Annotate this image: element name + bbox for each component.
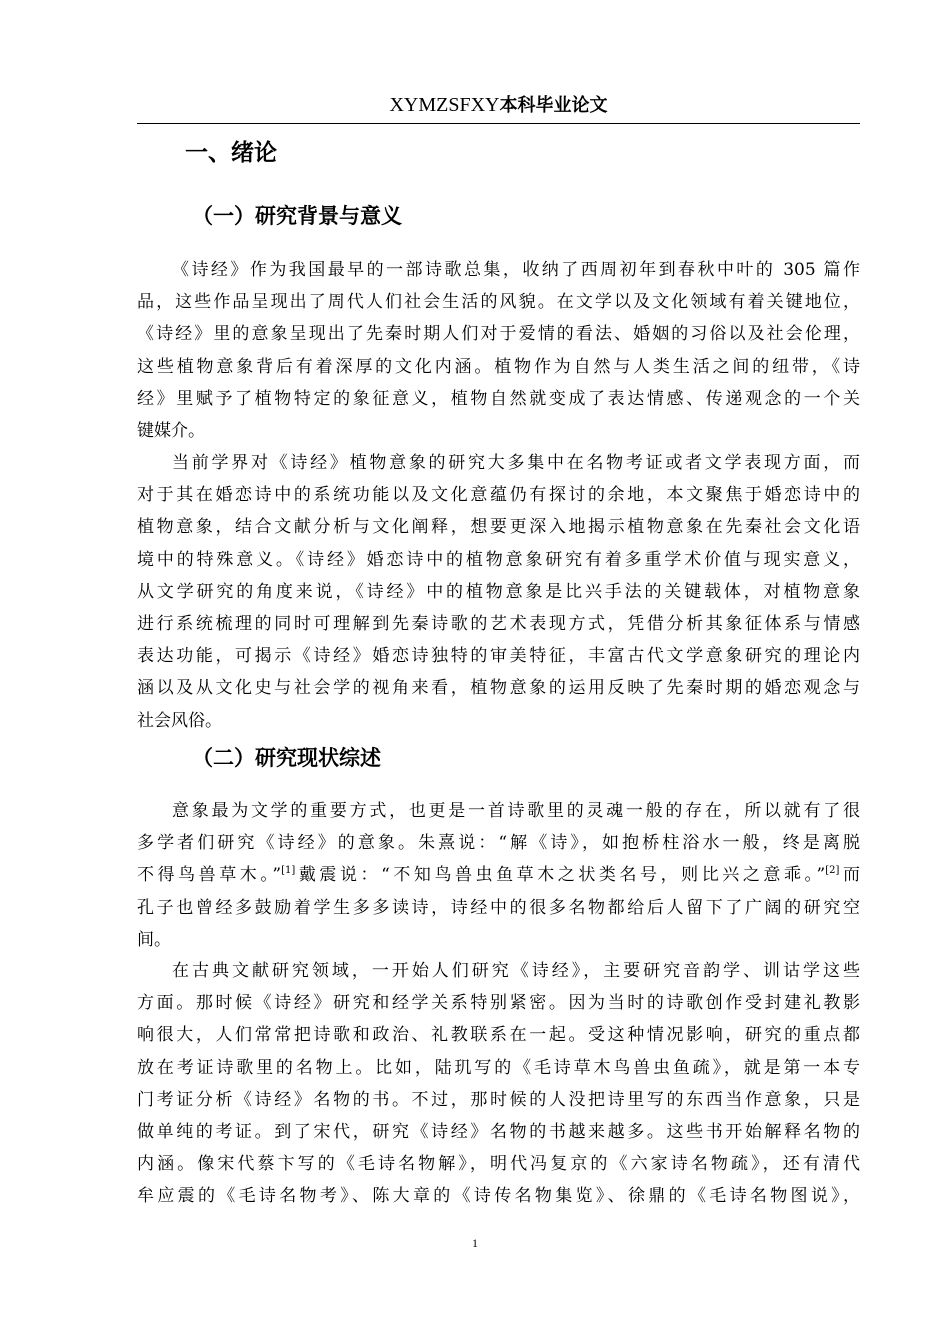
page-number: 1 bbox=[472, 1236, 478, 1250]
text-line: 《诗经》作为我国最早的一部诗歌总集，收纳了西周初年到春秋中叶的 305 篇作 bbox=[172, 260, 860, 280]
text-line: 门考证分析《诗经》名物的书。不过，那时候的人没把诗里写的东西当作意象，只是 bbox=[137, 1089, 860, 1110]
text-line: 境中的特殊意义。《诗经》婚恋诗中的植物意象研究有着多重学术价值与现实意义， bbox=[137, 549, 860, 570]
text-line: 做单纯的考证。到了宋代，研究《诗经》名物的书越来越多。这些书开始解释名物的 bbox=[137, 1121, 860, 1142]
text-line-with-citations bbox=[137, 859, 860, 891]
text-line: 意象最为文学的重要方式，也更是一首诗歌里的灵魂一般的存在，所以就有了很 bbox=[172, 801, 860, 821]
paragraph-review-1 bbox=[137, 795, 860, 956]
text-line: 孔子也曾经多鼓励着学生多多读诗，诗经中的很多名物都给后人留下了广阔的研究空 bbox=[137, 897, 860, 918]
text-line: 内涵。像宋代蔡卞写的《毛诗名物解》，明代冯复京的《六家诗名物疏》，还有清代 bbox=[137, 1154, 860, 1175]
text-line: 牟应震的《毛诗名物考》、陈大章的《诗传名物集览》、徐鼎的《毛诗名物图说》， bbox=[137, 1186, 860, 1207]
text-line: 表达功能，可揭示《诗经》婚恋诗独特的审美特征，丰富古代文学意象研究的理论内 bbox=[137, 646, 860, 667]
text-line: 进行系统梳理的同时可理解到先秦诗歌的艺术表现方式，凭借分析其象征体系与情感 bbox=[137, 613, 860, 634]
text-fragment: 而 bbox=[839, 865, 860, 886]
paragraph-background-2 bbox=[137, 447, 860, 737]
text-fragment: 不得鸟兽草木。” bbox=[137, 865, 282, 886]
subsection-heading-1: （一）研究背景与意义 bbox=[192, 204, 402, 228]
text-line: 当前学界对《诗经》植物意象的研究大多集中在名物考证或者文学表现方面，而 bbox=[172, 453, 860, 473]
running-header bbox=[137, 92, 860, 119]
text-fragment: 戴震说：“不知鸟兽虫鱼草木之状类名号，则比兴之意乖。” bbox=[295, 865, 826, 886]
citation-ref-1[interactable]: [1] bbox=[281, 865, 296, 877]
header-latin-text: XYMZSFXY bbox=[389, 94, 500, 116]
subsection-heading-2: （二）研究现状综述 bbox=[192, 746, 381, 770]
text-line: 响很大，人们常常把诗歌和政治、礼教联系在一起。受这种情况影响，研究的重点都 bbox=[137, 1025, 860, 1046]
paragraph-review-2 bbox=[137, 955, 860, 1213]
text-line: 多学者们研究《诗经》的意象。朱熹说：“解《诗》，如抱桥柱浴水一般，终是离脱 bbox=[137, 833, 860, 854]
text-line: 《诗经》里的意象呈现出了先秦时期人们对于爱情的看法、婚姻的习俗以及社会伦理， bbox=[137, 324, 860, 345]
header-rule bbox=[137, 123, 860, 124]
text-line: 从文学研究的角度来说，《诗经》中的植物意象是比兴手法的关键载体，对植物意象 bbox=[137, 581, 860, 602]
text-line: 对于其在婚恋诗中的系统功能以及文化意蕴仍有探讨的余地，本文聚焦于婚恋诗中的 bbox=[137, 485, 860, 506]
chapter-heading: 一、绪论 bbox=[185, 140, 277, 166]
text-line: 放在考证诗歌里的名物上。比如，陆玑写的《毛诗草木鸟兽虫鱼疏》，就是第一本专 bbox=[137, 1057, 860, 1078]
paragraph-background-1 bbox=[137, 254, 860, 447]
text-line: 涵以及从文化史与社会学的视角来看，植物意象的运用反映了先秦时期的婚恋观念与 bbox=[137, 678, 860, 699]
citation-ref-2[interactable]: [2] bbox=[825, 865, 840, 877]
text-line: 在古典文献研究领域，一开始人们研究《诗经》，主要研究音韵学、训诂学这些 bbox=[172, 961, 860, 981]
text-line: 社会风俗。 bbox=[137, 710, 222, 731]
text-line: 这些植物意象背后有着深厚的文化内涵。植物作为自然与人类生活之间的纽带，《诗 bbox=[137, 356, 860, 377]
text-line: 间。 bbox=[137, 929, 171, 950]
text-line: 方面。那时候《诗经》研究和经学关系特别紧密。因为当时的诗歌创作受封建礼教影 bbox=[137, 993, 860, 1014]
text-line: 经》里赋予了植物特定的象征意义，植物自然就变成了表达情感、传递观念的一个关 bbox=[137, 388, 860, 409]
text-line: 品，这些作品呈现出了周代人们社会生活的风貌。在文学以及文化领域有着关键地位， bbox=[137, 292, 860, 313]
text-line: 键媒介。 bbox=[137, 420, 205, 441]
header-title-text: 本科毕业论文 bbox=[499, 95, 608, 116]
text-line: 植物意象，结合文献分析与文化阐释，想要更深入地揭示植物意象在先秦社会文化语 bbox=[137, 517, 860, 538]
